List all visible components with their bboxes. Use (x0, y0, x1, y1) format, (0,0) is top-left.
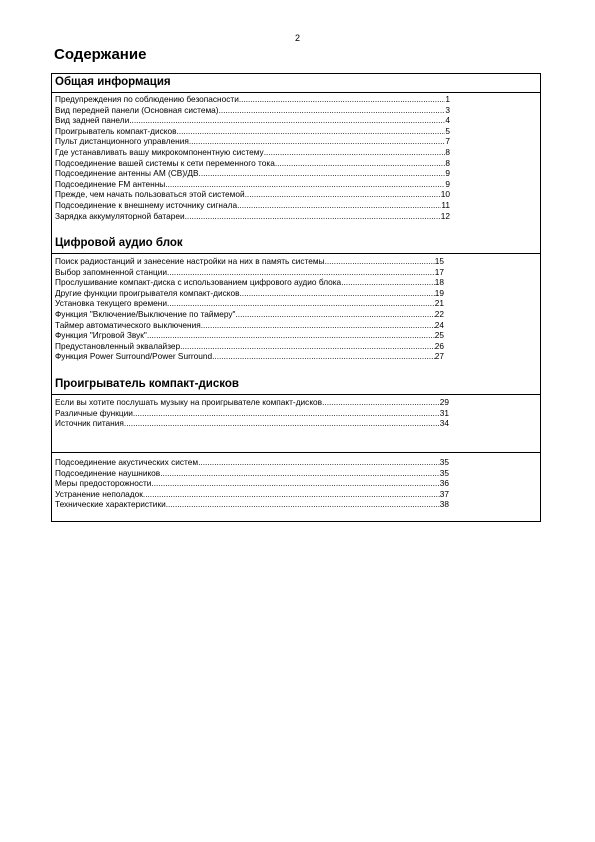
toc-entry-label: Если вы хотите послушать музыку на проигрывателе компакт-дисков (55, 397, 323, 407)
toc-entry-label: Где устанавливать вашу микрокомпонентную систему (55, 146, 264, 157)
toc-entry[interactable] (55, 158, 450, 169)
toc-entry-label: Различные функции (55, 407, 133, 418)
toc-entry-label: Проигрыватель компакт-дисков (55, 125, 177, 136)
toc-entry-page: 35 (439, 457, 449, 467)
toc-leader-dots (236, 309, 435, 320)
toc-entry[interactable] (55, 136, 450, 147)
toc-leader-dots (189, 136, 446, 147)
toc-entry-label: Пульт дистанционного управления (55, 136, 189, 147)
toc-entry[interactable] (55, 179, 450, 190)
toc-entry[interactable] (55, 126, 450, 137)
toc-entry[interactable] (55, 211, 450, 222)
toc-leader-dots (133, 408, 440, 419)
toc-entry-label: Меры предосторожности (55, 478, 152, 489)
toc-leader-dots (198, 457, 440, 468)
toc-entry-page: 8 (445, 146, 450, 157)
toc-leader-dots (245, 189, 441, 200)
toc-entry-label: Установка текущего времени (55, 298, 167, 309)
toc-entry-page: 11 (441, 199, 450, 210)
toc-leader-dots (180, 341, 435, 352)
toc-entry[interactable] (55, 147, 450, 158)
toc-entry-label: Выбор запомненной станции (55, 266, 167, 277)
toc-entry-label: Подсоединение антенны АМ (СВ)/ДВ (55, 168, 199, 179)
toc-entry-page: 1 (445, 94, 450, 104)
section-heading-cd-player: Проигрыватель компакт-дисков (52, 376, 540, 395)
toc-entry-label: Технические характеристики (55, 499, 166, 510)
toc-entry[interactable] (55, 499, 449, 510)
toc-entry[interactable] (55, 351, 444, 362)
toc-leader-dots (165, 179, 445, 190)
toc-entry[interactable] (55, 189, 450, 200)
toc-entry-label: Подсоединение наушников (55, 467, 161, 478)
toc-entry-page: 5 (445, 125, 450, 136)
toc-leader-dots (177, 126, 446, 137)
toc-leader-dots (124, 418, 440, 429)
toc-entry-page: 12 (440, 210, 450, 221)
toc-leader-dots (325, 256, 435, 267)
toc-entry-page: 18 (434, 277, 444, 288)
toc-leader-dots (239, 94, 446, 105)
toc-entry[interactable] (55, 457, 449, 468)
toc-entry-page: 24 (434, 319, 444, 330)
toc-entry-page: 15 (434, 256, 444, 266)
toc-entry-label: Вид передней панели (Основная система) (55, 104, 219, 115)
toc-entry-label: Предупреждения по соблюдению безопасности (55, 94, 239, 104)
toc-leader-dots (201, 320, 435, 331)
toc-entry[interactable] (55, 320, 444, 331)
toc-entry-label: Источник питания (55, 418, 124, 429)
toc-entry-page: 38 (439, 499, 449, 510)
toc-entry-label: Предустановленный эквалайзер (55, 340, 181, 351)
toc-entry[interactable] (55, 267, 444, 278)
toc-entry-label: Прослушивание компакт-диска с использованием цифрового аудио блока (55, 277, 342, 288)
toc-entry[interactable] (55, 309, 444, 320)
toc-entry-page: 7 (445, 136, 450, 147)
toc-leader-dots (185, 211, 441, 222)
section-divider (52, 452, 540, 453)
toc-entry-label: Таймер автоматического выключения (55, 319, 201, 330)
toc-entry-label: Функция "Включение/Выключение по таймеру" (55, 308, 236, 319)
toc-entry-page: 22 (434, 308, 444, 319)
toc-entry-page: 10 (440, 189, 450, 200)
toc-entry-page: 29 (439, 397, 449, 407)
toc-leader-dots (143, 489, 440, 500)
toc-entry[interactable] (55, 256, 444, 267)
toc-entry-page: 9 (445, 178, 450, 189)
toc-entry-page: 26 (434, 340, 444, 351)
toc-entry[interactable] (55, 115, 450, 126)
toc-leader-dots (166, 499, 440, 510)
section-heading-digital-audio: Цифровой аудио блок (52, 235, 540, 254)
toc-leader-dots (129, 115, 445, 126)
toc-entry-page: 17 (434, 266, 444, 277)
toc-leader-dots (219, 105, 446, 116)
toc-entry[interactable] (55, 468, 449, 479)
toc-entry-page: 21 (434, 298, 444, 309)
toc-leader-dots (147, 330, 435, 341)
toc-entry-page: 4 (445, 115, 450, 126)
toc-entry[interactable] (55, 418, 449, 429)
toc-leader-dots (237, 200, 441, 211)
toc-entry-label: Зарядка аккумуляторной батареи (55, 210, 185, 221)
toc-entry-page: 9 (445, 168, 450, 179)
toc-entry[interactable] (55, 277, 444, 288)
toc-entry[interactable] (55, 200, 450, 211)
toc-entry-page: 31 (439, 407, 449, 418)
toc-entry[interactable] (55, 105, 450, 116)
section-entries-general (55, 94, 450, 221)
toc-leader-dots (199, 168, 446, 179)
toc-entry-label: Устранение неполадок (55, 488, 143, 499)
toc-leader-dots (151, 478, 439, 489)
toc-entry-page: 25 (434, 330, 444, 341)
toc-entry-label: Подсоединение акустических систем (55, 457, 199, 467)
toc-entry-page: 19 (434, 287, 444, 298)
toc-entry[interactable] (55, 341, 444, 352)
toc-entry[interactable] (55, 478, 449, 489)
toc-leader-dots (212, 351, 435, 362)
toc-leader-dots (167, 267, 435, 278)
toc-leader-dots (264, 147, 446, 158)
toc-entry[interactable] (55, 298, 444, 309)
toc-leader-dots (275, 158, 446, 169)
toc-entry-label: Вид задней панели (55, 115, 130, 126)
toc-entry-page: 37 (439, 488, 449, 499)
toc-entry[interactable] (55, 330, 444, 341)
toc-leader-dots (322, 397, 440, 408)
page-title: Содержание (54, 46, 147, 63)
toc-leader-dots (239, 288, 434, 299)
toc-entry-label: Функция Power Surround/Power Surround (55, 351, 213, 362)
toc-leader-dots (341, 277, 435, 288)
toc-entry-label: Подсоединение вашей системы к сети переменного тока (55, 157, 275, 168)
toc-entry[interactable] (55, 397, 449, 408)
toc-entry-page: 27 (434, 351, 444, 362)
table-of-contents (51, 73, 541, 522)
toc-entry[interactable] (55, 94, 450, 105)
toc-entry-page: 34 (439, 418, 449, 429)
toc-entry[interactable] (55, 168, 450, 179)
toc-entry-label: Поиск радиостанций и занесение настройки на них в память системы (55, 256, 325, 266)
section-heading-general: Общая информация (52, 74, 540, 93)
toc-entry[interactable] (55, 489, 449, 500)
toc-entry-page: 8 (445, 157, 450, 168)
toc-entry-label: Функция "Игровой Звук" (55, 330, 147, 341)
toc-entry-label: Подсоединение к внешнему источнику сигнала (55, 199, 238, 210)
toc-entry-label: Другие функции проигрывателя компакт-дисков (55, 287, 240, 298)
toc-leader-dots (160, 468, 440, 479)
toc-entry-page: 36 (439, 478, 449, 489)
appendix-entries (55, 457, 449, 510)
toc-entry-label: Подсоединение FM антенны (55, 178, 166, 189)
toc-entry[interactable] (55, 408, 449, 419)
toc-entry-page: 35 (439, 467, 449, 478)
toc-entry-page: 3 (445, 104, 450, 115)
toc-leader-dots (167, 298, 435, 309)
section-entries-digital-audio (55, 256, 444, 362)
page-number: 2 (294, 33, 300, 43)
toc-entry[interactable] (55, 288, 444, 299)
section-entries-cd-player (55, 397, 449, 429)
toc-entry-label: Прежде, чем начать пользоваться этой системой (55, 189, 245, 200)
